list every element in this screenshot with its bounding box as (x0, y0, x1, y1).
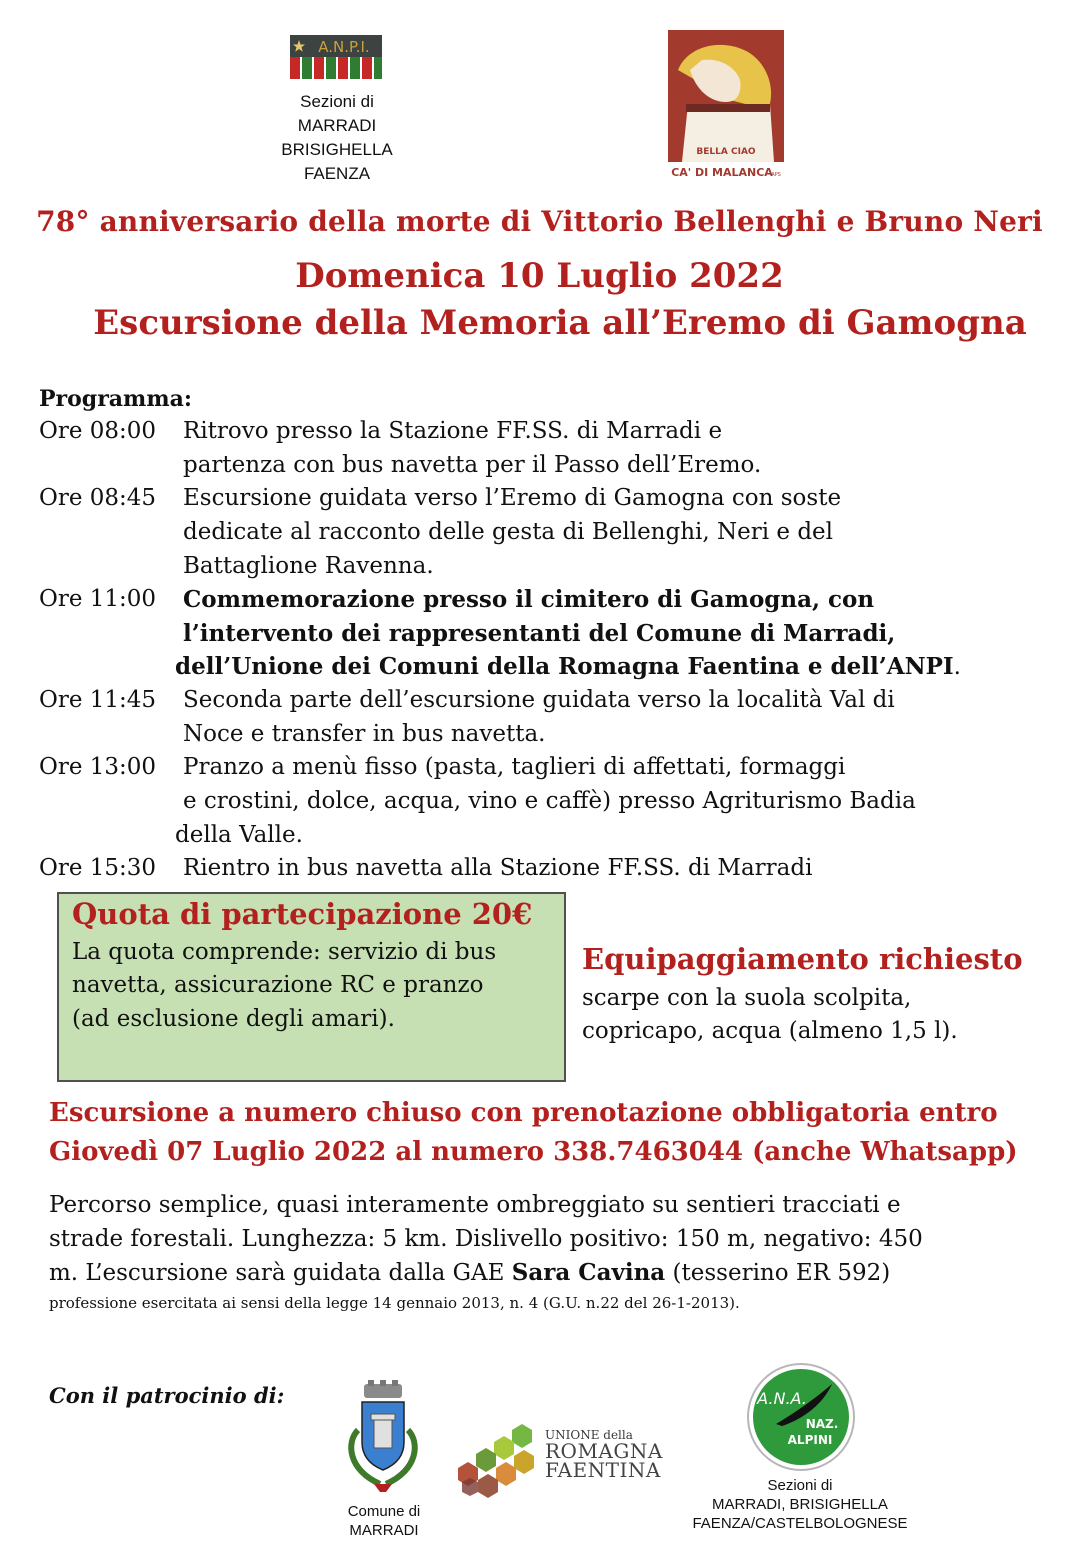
program-line: Noce e transfer in bus navetta. (183, 721, 546, 747)
program-time: Ore 11:45 (39, 687, 157, 713)
program-line: Seconda parte dell’escursione guidata verso la località Val di (183, 687, 895, 713)
description-text: (tesserino ER 592) (665, 1260, 891, 1286)
program-line: l’intervento dei rappresentanti del Comune di Marradi, (183, 620, 896, 647)
quota-title: Quota di partecipazione 20€ (72, 897, 533, 931)
equipment-title: Equipaggiamento richiesto (582, 942, 1023, 976)
program-heading: Programma: (39, 386, 192, 412)
quota-line: navetta, assicurazione RC e pranzo (72, 972, 484, 998)
svg-text:CA' DI MALANCA: CA' DI MALANCA (671, 166, 773, 179)
anpi-caption-line: FAENZA (303, 164, 371, 183)
marradi-caption-line: MARRADI (349, 1522, 419, 1539)
anpi-caption-line: MARRADI (297, 116, 377, 135)
unione-big-text: FAENTINA (545, 1458, 661, 1482)
program-time: Ore 15:30 (39, 855, 157, 881)
alpini-logo (746, 1362, 856, 1472)
bellaciao-logo (668, 30, 784, 180)
svg-text:NAZ.: NAZ. (805, 1417, 839, 1431)
alpini-caption (660, 1476, 940, 1533)
program-time: Ore 13:00 (39, 754, 157, 780)
program-line-bold: dell’Unione dei Comuni della Romagna Faentina e dell’ANPI (175, 653, 954, 680)
svg-text:BELLA CIAO: BELLA CIAO (696, 147, 756, 157)
anpi-logo (290, 35, 382, 79)
program-line: Ritrovo presso la Stazione FF.SS. di Marradi e (183, 418, 723, 444)
program-line: Escursione guidata verso l’Eremo di Gamogna con soste (183, 485, 842, 511)
marradi-caption (320, 1502, 448, 1540)
marradi-caption-line: Comune di (347, 1503, 421, 1520)
description-line: Percorso semplice, quasi interamente ombreggiato su sentieri tracciati e (49, 1192, 901, 1218)
patronage-label: Con il patrocinio di: (49, 1383, 285, 1408)
marradi-crest-icon (338, 1380, 428, 1498)
program-line-period: . (953, 654, 961, 680)
program-line: Rientro in bus navetta alla Stazione FF.SS. di Marradi (183, 855, 813, 881)
program-line: dedicate al racconto delle gesta di Bellenghi, Neri e del (183, 519, 834, 545)
alpini-caption-line: Sezioni di (767, 1477, 833, 1494)
program-line: partenza con bus navetta per il Passo dell’Eremo. (183, 452, 762, 478)
alpini-caption-line: MARRADI, BRISIGHELLA (712, 1496, 888, 1513)
unione-big-text: ROMAGNA (545, 1439, 663, 1463)
guide-name: Sara Cavina (511, 1259, 666, 1286)
program-line (175, 653, 961, 680)
program-line: Battaglione Ravenna. (183, 553, 434, 579)
alpini-caption-line: FAENZA/CASTELBOLOGNESE (692, 1515, 908, 1532)
anpi-caption-line: BRISIGHELLA (281, 140, 393, 159)
unione-hexagon-icon (452, 1420, 548, 1502)
program-time: Ore 08:45 (39, 485, 157, 511)
description-line (49, 1259, 890, 1286)
program-line: Commemorazione presso il cimitero di Gamogna, con (183, 586, 875, 613)
quota-line: La quota comprende: servizio di bus (72, 939, 497, 965)
unione-text (545, 1428, 663, 1480)
unione-small-text: UNIONE della (545, 1428, 633, 1442)
program-line: Pranzo a menù fisso (pasta, taglieri di affettati, formaggi (183, 754, 846, 780)
description-line: strade forestali. Lunghezza: 5 km. Dislivello positivo: 150 m, negativo: 450 (49, 1226, 923, 1252)
event-title: Escursione della Memoria all’Eremo di Gamogna (93, 303, 1027, 343)
booking-line: Giovedì 07 Luglio 2022 al numero 338.7463044 (anche Whatsapp) (49, 1137, 1018, 1167)
date-title: Domenica 10 Luglio 2022 (295, 256, 784, 296)
svg-text:APS: APS (771, 172, 781, 178)
legal-note: professione esercitata ai sensi della legge 14 gennaio 2013, n. 4 (G.U. n.22 del 26-1-2013). (49, 1294, 740, 1312)
anniversary-title: 78° anniversario della morte di Vittorio Bellenghi e Bruno Neri (36, 205, 1043, 238)
program-time: Ore 11:00 (39, 586, 157, 612)
svg-text:A.N.P.I.: A.N.P.I. (318, 38, 370, 56)
description-text: m. L’escursione sarà guidata dalla GAE (49, 1260, 512, 1286)
booking-line: Escursione a numero chiuso con prenotazione obbligatoria entro (49, 1098, 998, 1128)
anpi-caption (262, 90, 412, 186)
program-line: della Valle. (175, 822, 303, 848)
svg-text:ALPINI: ALPINI (787, 1433, 833, 1447)
svg-text:A.N.A.: A.N.A. (757, 1389, 807, 1408)
equipment-line: scarpe con la suola scolpita, (582, 985, 912, 1011)
program-time: Ore 08:00 (39, 418, 157, 444)
equipment-line: copricapo, acqua (almeno 1,5 l). (582, 1018, 958, 1044)
program-line: e crostini, dolce, acqua, vino e caffè) presso Agriturismo Badia (183, 788, 916, 814)
quota-line: (ad esclusione degli amari). (72, 1006, 395, 1032)
anpi-caption-line: Sezioni di (300, 92, 374, 111)
